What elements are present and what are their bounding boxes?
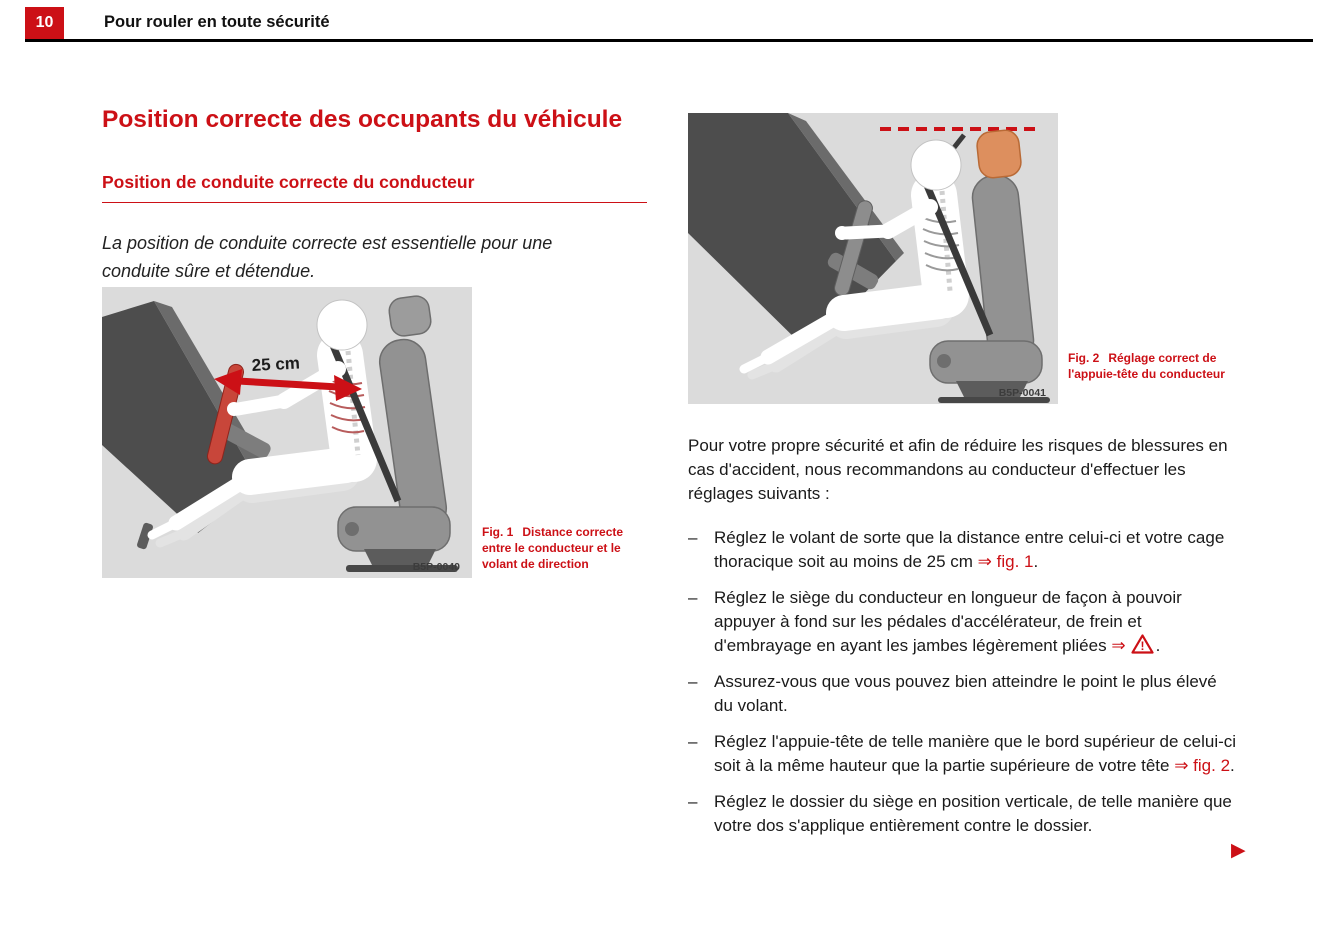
body-text-column	[688, 434, 1240, 850]
figure-1	[102, 287, 472, 578]
figure-code: B5P-0040	[412, 561, 460, 573]
bullet-dash: –	[688, 792, 698, 811]
fig1-illustration	[102, 287, 472, 578]
bullet-text: Réglez le dossier du siège en position verticale, de telle manière que votre dos s'applique entièrement contre le dossier.	[714, 792, 1232, 835]
fig2-link[interactable]: ⇒ fig. 2	[1174, 756, 1231, 775]
page-title: Position correcte des occupants du véhicule	[102, 106, 623, 133]
header-title: Pour rouler en toute sécurité	[104, 13, 330, 31]
fig2-caption	[1068, 350, 1230, 382]
instruction-list	[688, 526, 1240, 838]
fig2-illustration	[688, 113, 1058, 404]
fig1-caption	[482, 524, 642, 572]
section-title: Position de conduite correcte du conducteur	[102, 172, 647, 203]
page-continues-icon: ▶	[1231, 840, 1246, 861]
header-rule	[25, 39, 1313, 42]
fig1-caption-text: Distance correcte entre le conducteur et le volant de direction	[482, 525, 624, 571]
bullet-text-end: .	[1155, 636, 1161, 655]
bullet-text: Réglez l'appuie-tête de telle manière que le bord supérieur de celui-ci soit à la même hauteur que la partie supérieure de votre tête	[714, 732, 1237, 775]
bullet-text-end: .	[1230, 756, 1235, 775]
page-number: 10	[35, 14, 54, 31]
list-item	[688, 586, 1240, 658]
figure-code: B5P-0041	[998, 387, 1046, 399]
cross-reference-arrow[interactable]: ⇒	[1111, 636, 1126, 655]
warning-mark: !	[1140, 639, 1145, 653]
list-item	[688, 526, 1240, 574]
bullet-text: Assurez-vous que vous pouvez bien atteindre le point le plus élevé du volant.	[714, 672, 1217, 715]
bullet-dash: –	[688, 672, 698, 691]
figure-2	[688, 113, 1058, 404]
page-number-badge	[25, 7, 64, 39]
fig1-link[interactable]: ⇒ fig. 1	[977, 552, 1034, 571]
list-item	[688, 670, 1240, 718]
bullet-text: Réglez le volant de sorte que la distance entre celui-ci et votre cage thoracique soit au moins de 25 cm	[714, 528, 1225, 571]
fig2-caption-text: Réglage correct de l'appuie-tête du conducteur	[1068, 351, 1225, 381]
list-item	[688, 730, 1240, 778]
distance-label: 25 cm	[251, 353, 301, 375]
fig1-caption-label: Fig. 1	[482, 525, 514, 539]
list-item	[688, 790, 1240, 838]
fig2-caption-label: Fig. 2	[1068, 351, 1100, 365]
bullet-text-end: .	[1033, 552, 1039, 571]
intro-text: La position de conduite correcte est essentielle pour une conduite sûre et détendue.	[102, 233, 553, 281]
bullet-dash: –	[688, 732, 698, 751]
body-paragraph: Pour votre propre sécurité et afin de réduire les risques de blessures en cas d'accident, nous recommandons au conducteur d'effectuer les réglages suivants :	[688, 436, 1228, 503]
bullet-dash: –	[688, 588, 698, 607]
bullet-text: Réglez le siège du conducteur en longueur de façon à pouvoir appuyer à fond sur les pédales d'accélérateur, de frein et d'embrayage en ayant les jambes légèrement pliées	[714, 588, 1182, 655]
warning-triangle-icon	[1131, 634, 1154, 654]
bullet-dash: –	[688, 528, 698, 547]
